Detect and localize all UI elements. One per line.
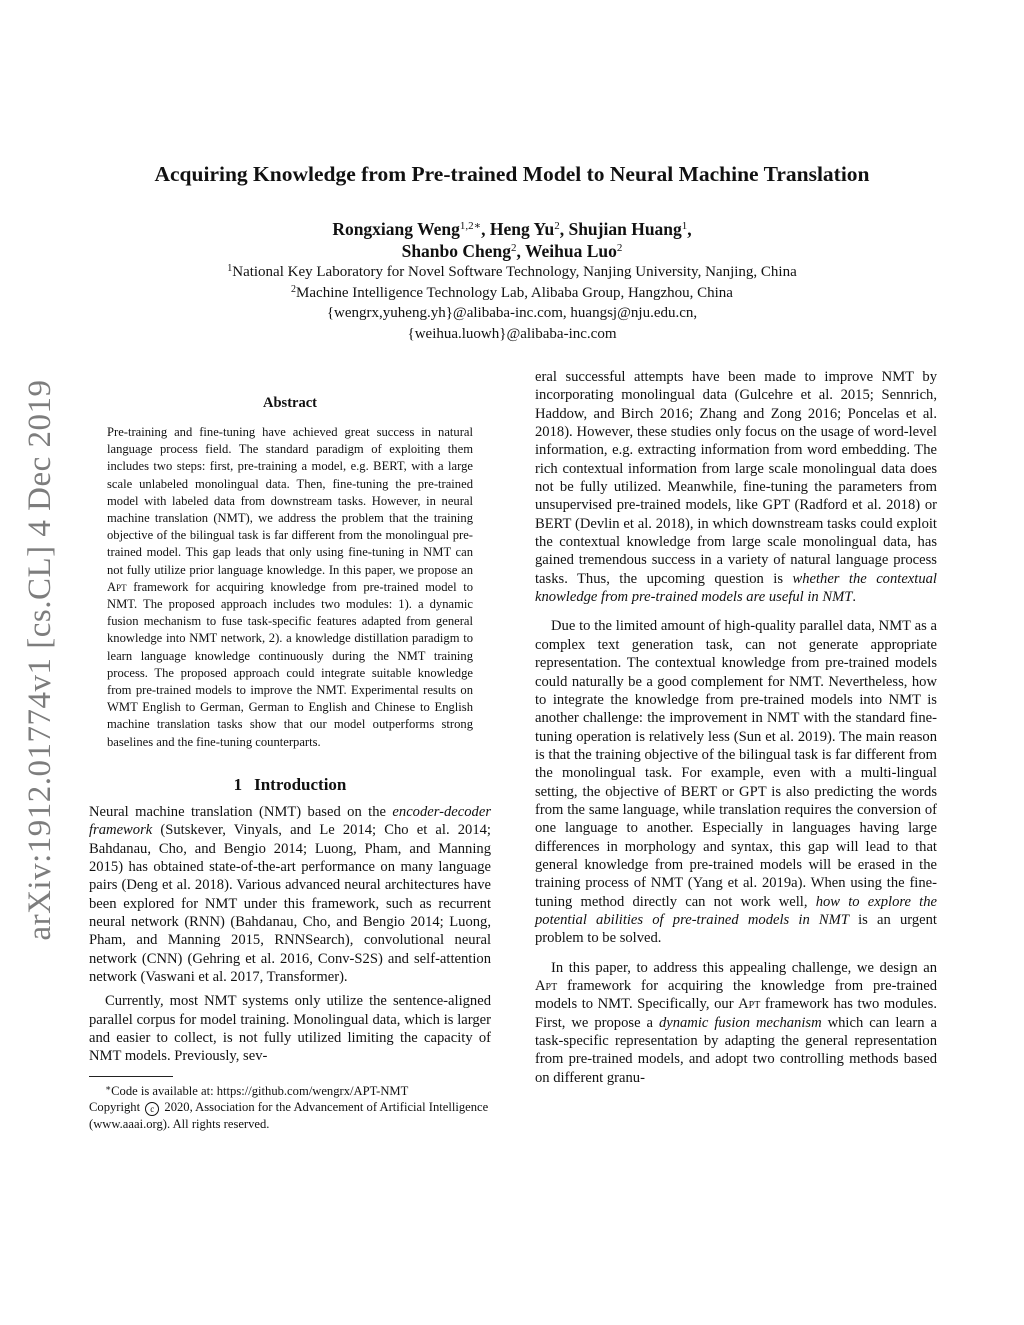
affiliation-2 (80, 283, 944, 304)
affiliation-mark: 1 (227, 263, 233, 274)
author-line-2: Shanbo Cheng$^2$, Weihua Luo$^2$ (401, 241, 623, 261)
author-name: Weihua Luo (524, 241, 617, 261)
apt-framework-name: Apt (535, 978, 558, 994)
copyright-notice (89, 1099, 491, 1133)
affiliation-text: National Key Laboratory for Novel Software Technology, Nanjing University, Nanjing, China (232, 264, 797, 280)
copyright-icon: c (145, 1102, 159, 1116)
text-span: framework for acquiring the knowledge from pre-trained models to NMT. Specifically, our (535, 978, 937, 1013)
text-span: In this paper, to address this appealing challenge, we design an (551, 959, 937, 976)
text-span: which can learn a task-specific representation by adapting the general representation from pre-trained models, and adopt two controlling methods based on different granu- (535, 1014, 937, 1086)
section-number: 1 (233, 774, 243, 794)
author-name: Heng Yu (489, 219, 555, 239)
right-paragraph-1 (535, 368, 937, 606)
footnote-mark: ∗ (105, 1082, 112, 1093)
copyright-text: 2020, Association for the Advancement of Artificial Intelligence (www.aaai.org). All rights reserved. (89, 1100, 489, 1132)
arxiv-sidebar-stamp (20, 360, 60, 960)
affiliation-text: Machine Intelligence Technology Lab, Alibaba Group, Hangzhou, China (296, 284, 733, 301)
abstract-heading: Abstract (263, 395, 317, 411)
right-paragraph-2 (535, 617, 937, 947)
text-span: is an urgent problem to be solved. (535, 911, 937, 947)
apt-framework-name: Apt (738, 996, 761, 1013)
text-span: Due to the limited amount of high-quality parallel data, NMT as a complex text generation task, can not generate appropriate representation. The contextual knowledge from pre-trained models could naturally be a good complement for NMT. Nevertheless, how to integrate the knowledge from pre-trained models into NMT is another challenge: the improvement in NMT with the standard fine-tuning operation is relatively less (Sun et al. 2019). The main reason is that the training objective of the bilingual task is far different from the monolingual task. For example, even with a multi-lingual setting, the objective of BERT or GPT is also predicting the words from the same language, while translation requires the conversion of one language to another. Especially in languages having large differences in morphology and syntax, this gap will lead to that general knowledge from pre-trained models will be erased in the training process of NMT (Yang et al. 2019a). When using the fine-tuning method directly can not work well, (535, 618, 937, 910)
affiliation-block (80, 262, 944, 344)
section-title: Introduction (254, 774, 347, 794)
abstract-text (107, 424, 473, 751)
email-line-1: {wengrx,yuheng.yh}@alibaba-inc.com, huangsj@nju.edu.cn, (326, 305, 698, 321)
text-span: eral successful attempts have been made to improve NMT by incorporating monolingual data (Gulcehre et al. 2015; Sennrich, Haddow, and Birch 2016; Zhang and Zong 2016; Poncelas et al. 2018). However, these studies only focus on the usage of word-level information, e.g. extracting information from word embedding. The rich contextual information from large scale monolingual data does not be fully utilized. Meanwhile, fine-tuning the parameters from unsupervised pre-trained models, like GPT (Radford et al. 2018) or BERT (Devlin et al. 2018), in which downstream tasks could exploit the contextual knowledge from large scale monolingual data, has gained tremendous success in a variety of natural language process tasks. Thus, the upcoming question is (535, 369, 937, 587)
text-span: . (852, 589, 857, 606)
affiliation-1 (80, 262, 944, 283)
emphasis-text: encoder-decoder framework (89, 803, 491, 839)
text-span: Neural machine translation (NMT) based on the (89, 803, 393, 820)
right-paragraph-3 (535, 959, 937, 1087)
copyright-label: Copyright (89, 1100, 141, 1115)
section-heading-introduction (89, 773, 491, 797)
left-column (89, 393, 491, 1133)
footnote-text: Code is available at: https://github.com/wengrx/APT-NMT (111, 1083, 409, 1098)
author-name: Shanbo Cheng (401, 241, 512, 261)
emphasis-text: dynamic fusion mechanism (658, 1014, 822, 1031)
author-name: Rongxiang Weng (332, 219, 460, 239)
intro-paragraph-2: Currently, most NMT systems only utilize the sentence-aligned parallel corpus for model training. Monolingual data, which is larger and easier to collect, is not fully utilized limiting the capacity of NMT models. Previously, sev- (89, 993, 491, 1065)
author-affil-mark: 2 (616, 242, 623, 254)
author-affil-mark: 2 (511, 242, 517, 254)
author-line-1: Rongxiang Weng$^{1,2∗}$, Heng Yu$^2$, Shujian Huang$^1$, (332, 219, 692, 239)
author-affil-mark: 1,2∗ (459, 220, 482, 232)
author-affil-mark: 1 (681, 220, 688, 232)
right-column (535, 368, 937, 1087)
text-span: framework has two modules. First, we propose a (535, 996, 937, 1031)
text-span: (Sutskever, Vinyals, and Le 2014; Cho et al. 2014; Bahdanau, Cho, and Bengio 2014; Luong, Pham, and Manning 2015) has obtained state-of-the-art performance on many language pairs (Deng et al. 2018). Various advanced neural architectures have been explored for NMT under this framework, such as recurrent neural network (RNN) (Bahdanau, Cho, and Bengio 2014; Luong, Pham, and Manning 2015, RNNSearch), convolutional neural network (CNN) (Gehring et al. 2016, Conv-S2S) and self-attention network (Vaswani et al. 2017, Transformer). (89, 822, 491, 985)
apt-framework-name: Apt (107, 579, 127, 594)
arxiv-identifier: arXiv:1912.01774v1 [cs.CL] 4 Dec 2019 (22, 379, 58, 941)
footnote-code (89, 1083, 491, 1100)
emphasis-text: how to explore the potential abilities of pre-trained models in NMT (535, 893, 937, 928)
emphasis-text: whether the contextual knowledge from pre-trained models are useful in NMT (535, 570, 937, 606)
affiliation-mark: 2 (291, 283, 297, 295)
paper-title: Acquiring Knowledge from Pre-trained Model to Neural Machine Translation (154, 162, 870, 186)
author-affil-mark: 2 (554, 220, 560, 232)
abstract-text-part: framework for acquiring knowledge from pre-trained model to NMT. The proposed approach includes two modules: 1). a dynamic fusion mechanism to fuse task-specific features adapted from general knowledge into NMT network, 2). a knowledge distillation paradigm to learn language knowledge continuously during the NMT training process. The proposed approach could integrate suitable knowledge from pre-trained models to improve the NMT. Experimental results on WMT English to German, German to English and Chinese to English machine translation tasks show that our model outperforms strong baselines and the fine-tuning counterparts. (107, 579, 473, 749)
email-line-2: {weihua.luowh}@alibaba-inc.com (407, 325, 617, 342)
intro-paragraph-1 (89, 803, 491, 986)
footnote-divider (89, 1076, 173, 1077)
abstract-text-part: Pre-training and fine-tuning have achieved great success in natural language process field. The standard paradigm of exploiting them includes two steps: first, pre-training a model, e.g. BERT, with a large scale unlabeled monolingual data. Then, fine-tuning the pre-trained model with labeled data from downstream tasks. However, in neural machine translation (NMT), we address the problem that the training objective of the bilingual task is far different from the monolingual pre-trained model. This gap leads that only using fine-tuning in NMT can not fully utilize prior language knowledge. In this paper, we propose an (107, 425, 473, 577)
author-name: Shujian Huang (568, 219, 682, 239)
author-list (80, 218, 944, 262)
